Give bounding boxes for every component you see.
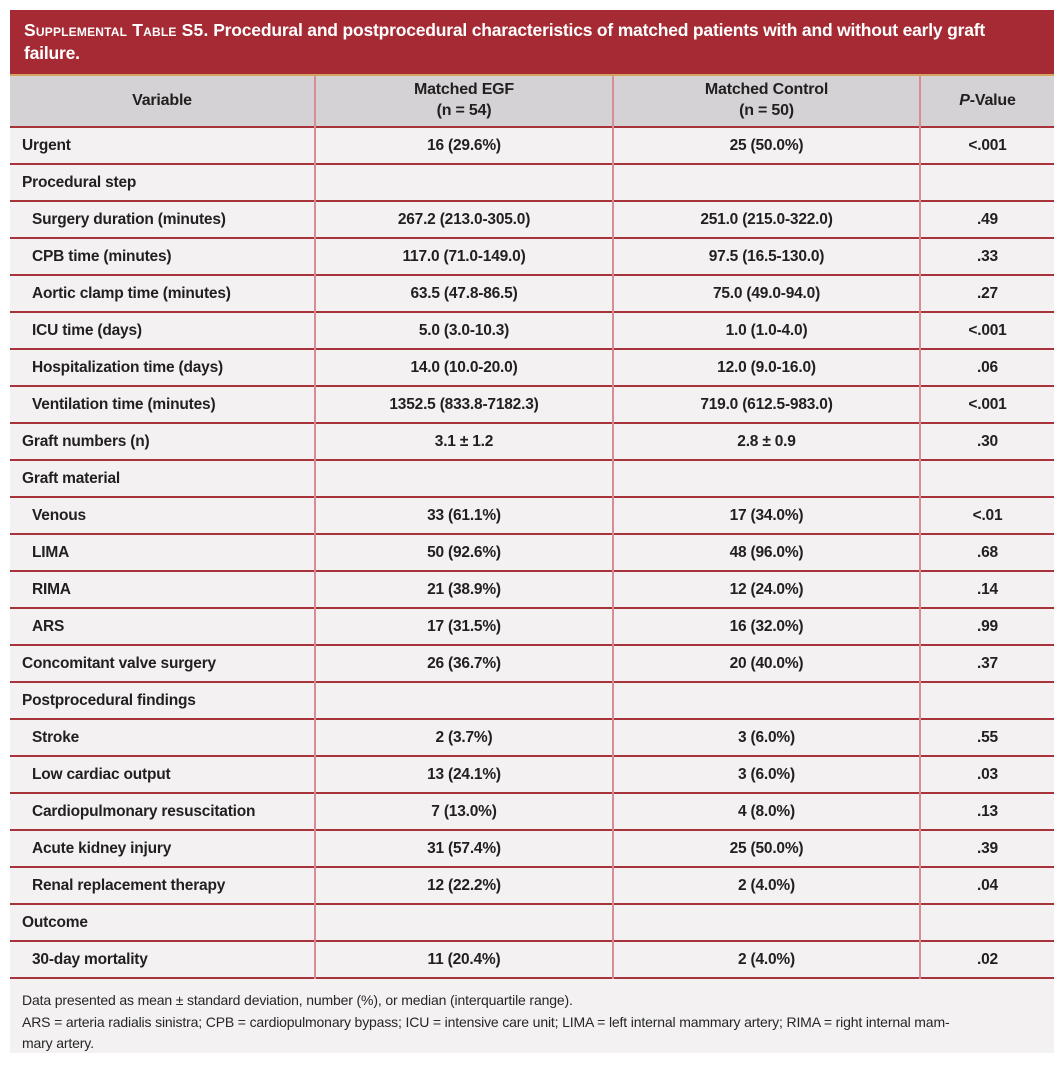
control-value-cell: 3 (6.0%) (613, 756, 920, 793)
section-row (10, 682, 1054, 719)
variable-cell: Urgent (10, 127, 315, 164)
egf-value-cell (315, 682, 613, 719)
column-header-egf-name: Matched EGF (413, 81, 515, 99)
section-row (10, 904, 1054, 941)
table-row (10, 497, 1054, 534)
column-header-matched-control (613, 76, 920, 127)
table-row (10, 386, 1054, 423)
pvalue-cell (920, 904, 1054, 941)
data-table (10, 76, 1054, 979)
variable-cell: ICU time (days) (10, 312, 315, 349)
footnote-line-1: Data presented as mean ± standard deviation, number (%), or median (interquartile range). (22, 992, 573, 1008)
control-value-cell (613, 460, 920, 497)
table-body (10, 127, 1054, 978)
egf-value-cell: 12 (22.2%) (315, 867, 613, 904)
table-row (10, 127, 1054, 164)
table-row (10, 941, 1054, 978)
footnote-line-2: ARS = arteria radialis sinistra; CPB = cardiopulmonary bypass; ICU = intensive care unit; LIMA = left internal mammary artery; RIMA = right internal mam- (22, 1013, 950, 1030)
control-value-cell: 2 (4.0%) (613, 941, 920, 978)
section-row (10, 460, 1054, 497)
variable-cell: Concomitant valve surgery (10, 645, 315, 682)
table-label: Supplemental Table S5. (24, 20, 209, 40)
table-row (10, 756, 1054, 793)
variable-cell: Outcome (10, 904, 315, 941)
footnote-line-3: mary artery. (22, 1035, 94, 1052)
variable-cell: Stroke (10, 719, 315, 756)
egf-value-cell: 117.0 (71.0-149.0) (315, 238, 613, 275)
control-value-cell: 4 (8.0%) (613, 793, 920, 830)
control-value-cell (613, 682, 920, 719)
egf-value-cell: 3.1 ± 1.2 (315, 423, 613, 460)
control-value-cell: 17 (34.0%) (613, 497, 920, 534)
table-row (10, 275, 1054, 312)
pvalue-cell: .04 (920, 867, 1054, 904)
egf-value-cell: 2 (3.7%) (315, 719, 613, 756)
pvalue-italic-p: P (959, 91, 970, 109)
pvalue-cell (920, 682, 1054, 719)
table-row (10, 719, 1054, 756)
variable-cell: Cardiopulmonary resuscitation (10, 793, 315, 830)
variable-cell: Venous (10, 497, 315, 534)
pvalue-cell: .06 (920, 349, 1054, 386)
egf-value-cell (315, 904, 613, 941)
egf-value-cell: 31 (57.4%) (315, 830, 613, 867)
variable-cell: Aortic clamp time (minutes) (10, 275, 315, 312)
variable-cell: Ventilation time (minutes) (10, 386, 315, 423)
variable-cell: Renal replacement therapy (10, 867, 315, 904)
control-value-cell: 12 (24.0%) (613, 571, 920, 608)
pvalue-cell: .37 (920, 645, 1054, 682)
variable-cell: Surgery duration (minutes) (10, 201, 315, 238)
column-header-pvalue (920, 76, 1054, 127)
control-value-cell: 2.8 ± 0.9 (613, 423, 920, 460)
pvalue-cell: .49 (920, 201, 1054, 238)
pvalue-cell (920, 460, 1054, 497)
egf-value-cell: 63.5 (47.8-86.5) (315, 275, 613, 312)
control-value-cell: 2 (4.0%) (613, 867, 920, 904)
table-title-banner (10, 10, 1054, 74)
pvalue-cell: .99 (920, 608, 1054, 645)
column-header-control-name: Matched Control (704, 81, 829, 99)
egf-value-cell: 21 (38.9%) (315, 571, 613, 608)
pvalue-cell: .02 (920, 941, 1054, 978)
table-row (10, 830, 1054, 867)
egf-value-cell: 1352.5 (833.8-7182.3) (315, 386, 613, 423)
control-value-cell: 3 (6.0%) (613, 719, 920, 756)
column-header-control-n: (n = 50) (739, 102, 794, 119)
control-value-cell: 48 (96.0%) (613, 534, 920, 571)
control-value-cell: 97.5 (16.5-130.0) (613, 238, 920, 275)
table-caption: Procedural and postprocedural characteristics of matched patients with and without early graft failure. (24, 20, 985, 64)
table-footnote (10, 979, 1054, 1053)
control-value-cell: 25 (50.0%) (613, 127, 920, 164)
pvalue-cell: <.001 (920, 386, 1054, 423)
egf-value-cell: 7 (13.0%) (315, 793, 613, 830)
pvalue-cell: <.001 (920, 127, 1054, 164)
control-value-cell: 75.0 (49.0-94.0) (613, 275, 920, 312)
pvalue-cell (920, 164, 1054, 201)
table-row (10, 349, 1054, 386)
control-value-cell: 16 (32.0%) (613, 608, 920, 645)
column-header-egf-n: (n = 54) (436, 102, 492, 119)
egf-value-cell: 50 (92.6%) (315, 534, 613, 571)
control-value-cell: 25 (50.0%) (613, 830, 920, 867)
egf-value-cell: 11 (20.4%) (315, 941, 613, 978)
egf-value-cell: 26 (36.7%) (315, 645, 613, 682)
control-value-cell: 719.0 (612.5-983.0) (613, 386, 920, 423)
table-row (10, 867, 1054, 904)
variable-cell: RIMA (10, 571, 315, 608)
pvalue-cell: .14 (920, 571, 1054, 608)
table-row (10, 608, 1054, 645)
header-row (10, 76, 1054, 127)
variable-cell: Hospitalization time (days) (10, 349, 315, 386)
control-value-cell: 251.0 (215.0-322.0) (613, 201, 920, 238)
egf-value-cell: 14.0 (10.0-20.0) (315, 349, 613, 386)
table-row (10, 793, 1054, 830)
table-row (10, 238, 1054, 275)
pvalue-cell: <.001 (920, 312, 1054, 349)
variable-cell: Procedural step (10, 164, 315, 201)
table-row (10, 201, 1054, 238)
pvalue-rest: -Value (969, 91, 1016, 109)
pvalue-cell: .30 (920, 423, 1054, 460)
egf-value-cell: 5.0 (3.0-10.3) (315, 312, 613, 349)
control-value-cell: 12.0 (9.0-16.0) (613, 349, 920, 386)
column-header-matched-egf (315, 76, 613, 127)
egf-value-cell (315, 164, 613, 201)
variable-cell: CPB time (minutes) (10, 238, 315, 275)
variable-cell: Postprocedural findings (10, 682, 315, 719)
variable-cell: Low cardiac output (10, 756, 315, 793)
table-row (10, 423, 1054, 460)
pvalue-cell: .39 (920, 830, 1054, 867)
pvalue-cell: .68 (920, 534, 1054, 571)
pvalue-cell: .13 (920, 793, 1054, 830)
egf-value-cell: 16 (29.6%) (315, 127, 613, 164)
column-header-variable: Variable (10, 76, 315, 127)
egf-value-cell: 17 (31.5%) (315, 608, 613, 645)
section-row (10, 164, 1054, 201)
pvalue-cell: .33 (920, 238, 1054, 275)
pvalue-cell: .55 (920, 719, 1054, 756)
egf-value-cell: 13 (24.1%) (315, 756, 613, 793)
egf-value-cell (315, 460, 613, 497)
variable-cell: LIMA (10, 534, 315, 571)
control-value-cell (613, 904, 920, 941)
control-value-cell: 1.0 (1.0-4.0) (613, 312, 920, 349)
pvalue-cell: .27 (920, 275, 1054, 312)
variable-cell: Graft numbers (n) (10, 423, 315, 460)
variable-cell: Acute kidney injury (10, 830, 315, 867)
pvalue-cell: .03 (920, 756, 1054, 793)
variable-cell: 30-day mortality (10, 941, 315, 978)
egf-value-cell: 33 (61.1%) (315, 497, 613, 534)
table-row (10, 645, 1054, 682)
pvalue-cell: <.01 (920, 497, 1054, 534)
table-row (10, 571, 1054, 608)
variable-cell: Graft material (10, 460, 315, 497)
variable-cell: ARS (10, 608, 315, 645)
control-value-cell: 20 (40.0%) (613, 645, 920, 682)
egf-value-cell: 267.2 (213.0-305.0) (315, 201, 613, 238)
table-row (10, 312, 1054, 349)
control-value-cell (613, 164, 920, 201)
table-row (10, 534, 1054, 571)
